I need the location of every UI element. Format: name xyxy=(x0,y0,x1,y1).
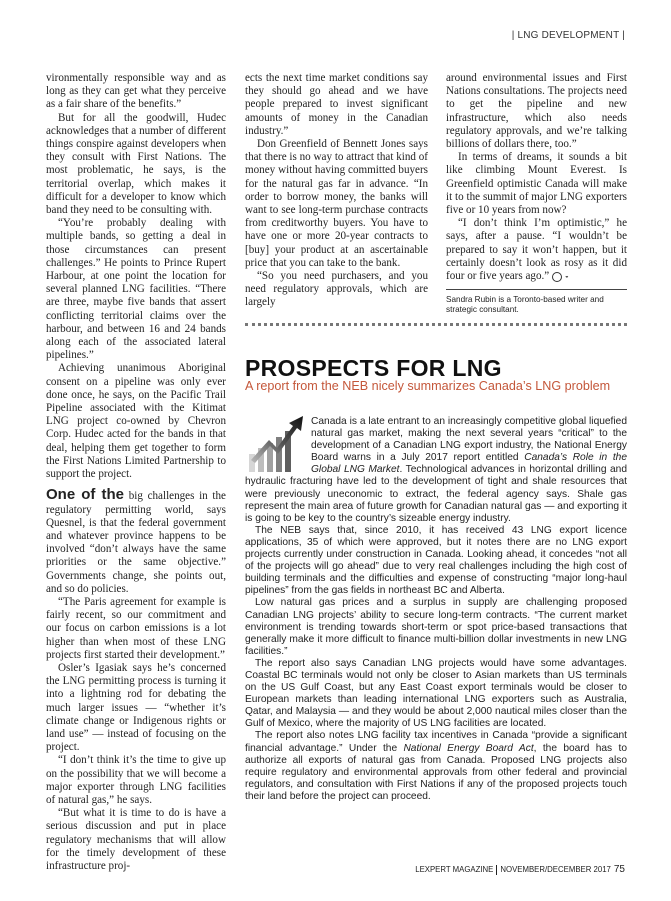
section-header: | LNG DEVELOPMENT | xyxy=(511,30,625,41)
paragraph: vironmentally responsible way and as long as they can get what they perceive as a fair share of the benefits.” xyxy=(46,72,226,111)
lead-in-text: One of the xyxy=(46,486,125,504)
issue-date: NOVEMBER/DECEMBER 2017 xyxy=(500,865,611,874)
paragraph: The report also says Canadian LNG projects would have some advantages. Coastal BC terminals would not only be closer to Asian markets than US terminals on the US Gulf Coast, but any East Coast export terminals would be closer to European markets than leading international LNG exporters such as Australia, Qatar, and Malaysia — and they would be about 2,000 nautical miles closer than the Gulf of Mexico, where the majority of US LNG facilities are located. xyxy=(245,657,627,730)
lead-rest-text: big challenges in the regulatory permitting world, says Quesnel, is that the federal government and whatever province happens to be involved “don’t always have the same priorities or the same objective.” Governments change, she points out, and so do policies. xyxy=(46,490,226,595)
paragraph: The NEB says that, since 2010, it has received 43 LNG export licence applications, 35 of which were approved, but it notes there are no LNG export projects currently under construction in Canada. Looking ahead, it concedes “not all of the projects will go ahead” due to very real challenges including the high cost of building terminals and the difficulties and expense of constructing “major long-haul pipelines” from the gas fields in northeast BC and Alberta. xyxy=(245,524,627,597)
article-column-2 xyxy=(245,72,428,310)
article-column-3 xyxy=(446,72,627,315)
closing-text-continued: , the board has to authorize all exports of natural gas from Canada. Proposed LNG projects also require regulatory and environmental approvals from other federal and provincial regulators, and consultation with First Nations if any of the proposed projects touch their land before the project can proceed. xyxy=(245,742,627,802)
paragraph: “I don’t think it’s the time to give up on the possibility that we will become a major exporter through LNG facilities of natural gas,” he says. xyxy=(46,754,226,806)
paragraph: Achieving unanimous Aboriginal consent on a pipeline was only ever done once, he says, on the Pacific Trail Pipeline associated with the Kitimat LNG project co-owned by Chevron Corp. Hudec acted for the bands in that deal, helping them get together to form the First Nations Limited Partnership to support the project. xyxy=(46,362,226,481)
report-title: Canada’s Role in the Global LNG Market xyxy=(311,452,627,476)
closing-paragraph xyxy=(446,217,627,283)
paragraph: around environmental issues and First Nations consultations. The projects need to get the pipeline and new infrastructure, which also needs regulatory approvals, and we’re talking billions of dollars there, too.” xyxy=(446,72,627,151)
sidebar-title: PROSPECTS FOR LNG xyxy=(245,355,502,381)
intro-text-continued: . Technological advances in horizontal drilling and hydraulic fracturing have led to the development of tight and shale resources that were previously uneconomic to extract, the federal agency says. Shale gas represent the main area of future growth for Canadian natural gas — and exporting it is going to be key to the country’s sizeable energy industry. xyxy=(245,464,627,524)
footer-separator xyxy=(496,865,497,875)
intro-text: Canada is a late entrant to an increasingly competitive global liquefied natural gas market, making the next several years “critical” to the development of a Canadian LNG export industry, the National Energy Board warns in a July 2017 report entitled xyxy=(311,416,627,464)
closing-text: “I don’t think I’m optimistic,” he says, after a pause. “I wouldn’t be prepared to say it won’t happen, but it certainly doesn’t look as rosy as it did four or five years ago.” xyxy=(446,217,627,283)
dotted-divider xyxy=(245,323,627,326)
magazine-name: LEXPERT MAGAZINE xyxy=(415,865,494,874)
paragraph: ects the next time market conditions say they should go ahead and we have people prepared to invest significant amounts of money in the Canadian industry.” xyxy=(245,72,428,137)
act-title: National Energy Board Act xyxy=(403,742,534,754)
paragraph: Don Greenfield of Bennett Jones says that there is no way to attract that kind of money without having committed buyers for the natural gas far in advance. “In order to borrow money, the banks will want to see long-term purchase contracts from creditworthy buyers. You have to have one or more 20-year contracts to [buy] your product at an ascertainable price that you can take to the bank. xyxy=(245,138,428,269)
paragraph: “You’re probably dealing with multiple bands, so getting a deal in those circumstances can present challenges.” He points to Prince Rupert Harbour, at one point the location for several planned LNG facilities. “There are three, maybe five bands that assert conflicting territorial claims over the harbour, and between 16 and 24 bands along each of the associated lateral pipelines.” xyxy=(46,217,226,362)
paragraph: Low natural gas prices and a surplus in supply are challenging proposed Canadian LNG projects’ ability to secure long-term contracts. “The current market environment is trending towards short-term or spot price-based transactions that generally make it more difficult to finance multi-billion dollar investments in new LNG facilities.” xyxy=(245,597,627,657)
article-column-1 xyxy=(46,72,226,873)
paragraph: “So you need purchasers, and you need regulatory approvals, which are largely xyxy=(245,270,428,309)
section-lead-paragraph xyxy=(46,488,226,596)
paragraph: In terms of dreams, it sounds a bit like climbing Mount Everest. Is Greenfield optimistic Canada will make it to the summit of major LNG exporters five or 10 years from now? xyxy=(446,151,627,217)
sidebar-article-body xyxy=(245,416,627,803)
sidebar-subtitle: A report from the NEB nicely summarizes Canada’s LNG problem xyxy=(245,379,611,393)
end-mark-icon: ◒ xyxy=(552,272,562,282)
paragraph: “The Paris agreement for example is fairly recent, so our commitment and our focus on carbon emissions is a lot higher than when most of these LNG projects first started their development.” xyxy=(46,595,226,661)
paragraph: “But what it is time to do is have a serious discussion and put in place regulatory mechanisms that will allow for the timely development of these infrastructure proj- xyxy=(46,807,226,872)
closing-paragraph xyxy=(245,730,627,803)
paragraph: But for all the goodwill, Hudec acknowledges that a number of different things conspire against developers when they consult with First Nations. The most problematic, he says, is the territorial overlap, which makes it difficult for a developer to know which band they need to be consulting with. xyxy=(46,111,226,217)
closing-text: The report also notes LNG facility tax incentives in Canada “provide a significant financial advantage.” Under the xyxy=(245,730,627,754)
author-bio: Sandra Rubin is a Toronto-based writer and strategic consultant. xyxy=(446,289,627,315)
page-footer xyxy=(415,864,625,875)
paragraph: Osler’s Igasiak says he’s concerned the LNG permitting process is turning it into a lightning rod for debating the much larger issues — “whether it’s climate change or Indigenous rights or land use” — instead of focusing on the project. xyxy=(46,661,226,754)
page-number: 75 xyxy=(613,864,625,875)
